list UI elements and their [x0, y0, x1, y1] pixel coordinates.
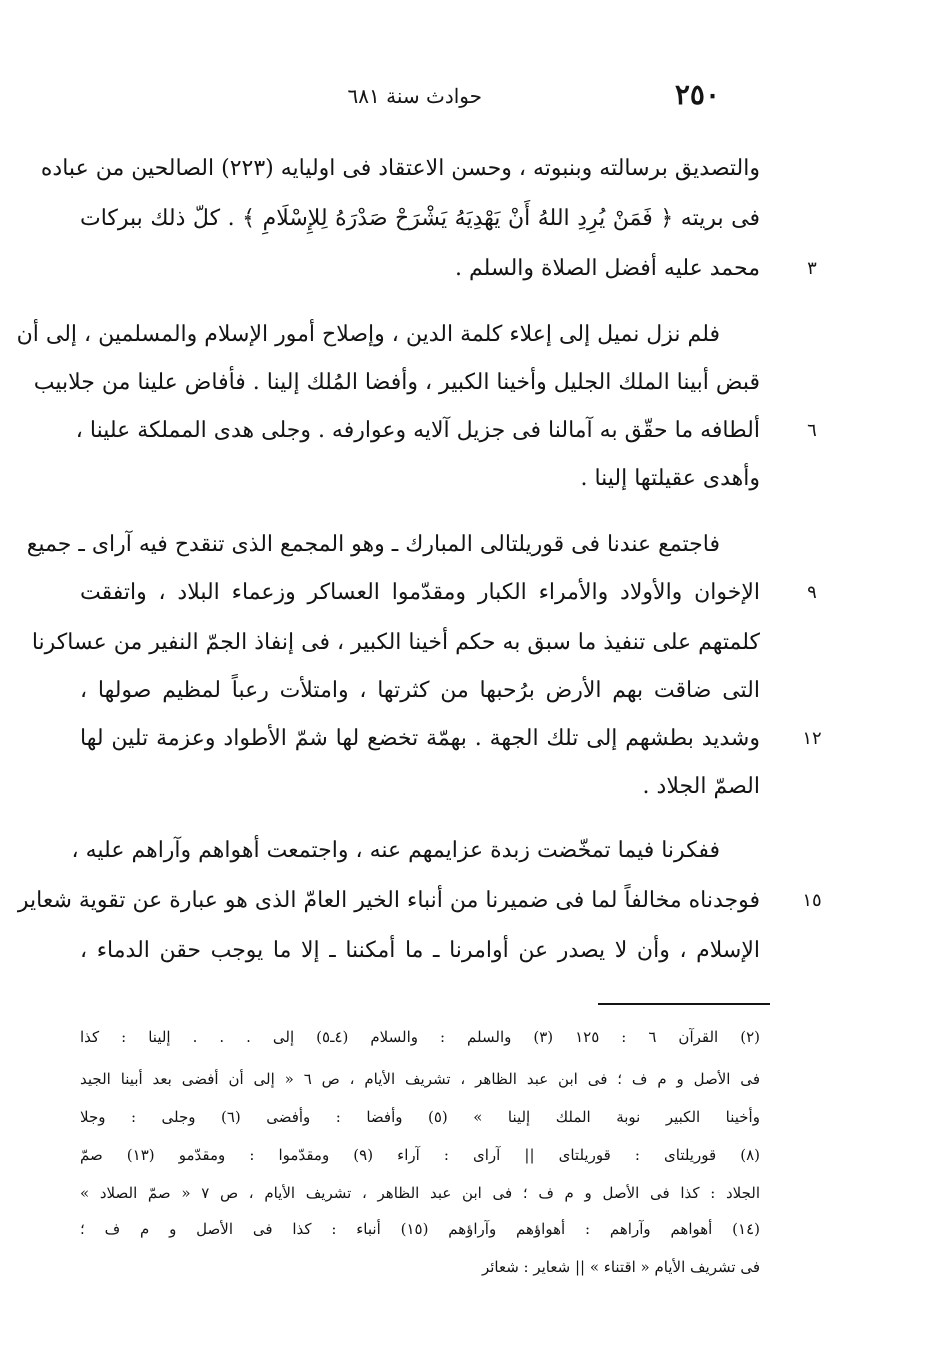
- body-line: والتصديق برسالته وبنبوته ، وحسن الاعتقاد فى اوليايه (٢٢٣) الصالحين من عباده: [40, 156, 760, 181]
- footnote-separator: [598, 1003, 770, 1005]
- body-line: الإسلام ، وأن لا يصدر عن أوامرنا ـ ما أمكننا ـ إلا ما يوجب حقن الدماء ،: [80, 938, 760, 963]
- body-line: فلم نزل نميل إلى إعلاء كلمة الدين ، وإصلاح أمور الإسلام والمسلمين ، إلى أن: [16, 322, 720, 347]
- body-line: ألطافه ما حقّق به آمالنا فى جزيل آلايه وعوارفه . وجلى هدى المملكة علينا ،: [75, 418, 760, 443]
- running-head: حوادث سنة ٦٨١: [347, 84, 482, 108]
- body-line: التى ضاقت بهم الأرض برُحبها من كثرتها ، وامتلأت رعباً لمظيم صولها ،: [80, 678, 760, 703]
- line-number: ٣: [807, 258, 817, 279]
- line-number: ١٢: [802, 728, 822, 749]
- body-line: ففكرنا فيما تمخّضت زبدة عزايمهم عنه ، واجتمعت أهواهم وآراهم عليه ،: [71, 838, 720, 863]
- footnote-line: وأخينا الكبير نوبة الملك إلينا » (٥) وأفضا : وأفضى (٦) وجلى : وجلا: [80, 1108, 760, 1126]
- footnote-line: (١٤) أهواهم وآراهم : أهواؤهم وآراؤهم (١٥) أنباء : كذا فى الأصل و م ف ؛: [80, 1220, 760, 1238]
- body-line: كلمتهم على تنفيذ ما سبق به حكم أخينا الكبير ، فى إنفاذ الجمّ النفير من عساكرنا: [31, 630, 760, 655]
- body-line: الصمّ الجلاد .: [642, 774, 760, 799]
- page-header: [80, 76, 720, 116]
- footnote-line: فى الأصل و م ف ؛ فى ابن عبد الظاهر ، تشريف الأيام ، ص ٦ « إلى أن أفضى بعد أبينا الجيد: [80, 1070, 760, 1088]
- body-line: محمد عليه أفضل الصلاة والسلم .: [455, 256, 760, 281]
- body-line: الإخوان والأولاد والأمراء الكبار ومقدّموا العساكر وزعماء البلاد ، واتفقت: [80, 580, 760, 605]
- footnote-line: الجلاد : كذا فى الأصل و م ف ؛ فى ابن عبد الظاهر ، تشريف الأيام ، ص ٧ « صمّ الصلاد »: [80, 1184, 761, 1202]
- page-number: ٢٥٠: [674, 78, 720, 111]
- footnote-line: فى تشريف الأيام « اقتناء » || شعاير : شعائر: [481, 1258, 760, 1276]
- body-line: وأهدى عقيلتها إلينا .: [580, 466, 760, 491]
- line-number: ٦: [807, 420, 817, 441]
- line-number: ١٥: [802, 890, 822, 911]
- body-line: وشديد بطشهم إلى تلك الجهة . بهمّة تخضع لها شمّ الأطواد وعزمة تلين لها: [80, 726, 760, 751]
- footnote-line: (٢) القرآن ٦ : ١٢٥ (٣) والسلم : والسلام (٤ـ٥) إلى . . . إلينا : كذا: [80, 1028, 760, 1046]
- line-number: ٩: [807, 582, 817, 603]
- footnote-line: (٨) قوريلتاى : قوريلتاى || آراى : آراء (٩) ومقدّموا : ومقدّمو (١٣) صمّ: [80, 1146, 761, 1164]
- body-line: فاجتمع عندنا فى قوريلتالى المبارك ـ وهو المجمع الذى تنقدح فيه آراى ـ جميع: [26, 532, 720, 557]
- body-line: فوجدناه مخالفاً لما فى ضميرنا من أنباء الخير العامّ الذى هو عبارة عن تقوية شعاير: [17, 888, 760, 913]
- body-line: قبض أبينا الملك الجليل وأخينا الكبير ، وأفضا المُلك إلينا . فأفاض علينا من جلابيب: [33, 370, 760, 395]
- body-line: فى بريته ﴿ فَمَنْ يُرِدِ اللهُ أَنْ يَهْدِيَهُ يَشْرَحْ صَدْرَهُ لِلإِسْلَامِ ﴾ . كلّ ذلك ببركات: [80, 206, 760, 231]
